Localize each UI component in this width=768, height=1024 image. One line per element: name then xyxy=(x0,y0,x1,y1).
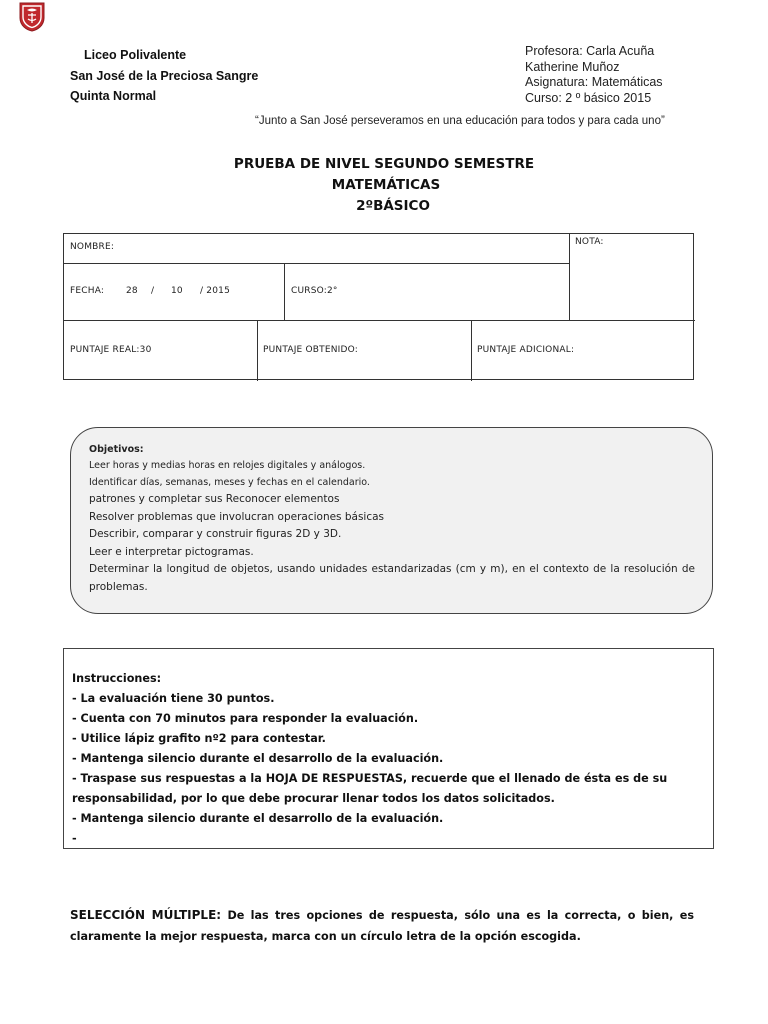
objective-item: patrones y completar sus Reconocer elementos xyxy=(89,493,340,505)
table-divider xyxy=(64,320,695,321)
date-year[interactable]: / 2015 xyxy=(200,286,230,296)
course-field[interactable]: CURSO:2° xyxy=(291,286,338,296)
exam-title-line2: MATEMÁTICAS xyxy=(331,177,441,193)
instruction-item: - Cuenta con 70 minutos para responder la evaluación. xyxy=(72,712,419,725)
instructions-box xyxy=(63,648,714,849)
school-motto: “Junto a San José perseveramos en una educación para todos y para cada uno” xyxy=(255,115,665,127)
obtained-score-field[interactable]: PUNTAJE OBTENIDO: xyxy=(263,345,359,355)
date-month[interactable]: 10 xyxy=(171,286,183,296)
instruction-item: - La evaluación tiene 30 puntos. xyxy=(72,692,275,705)
objective-item: Describir, comparar y construir figuras 2D y 3D. xyxy=(89,528,342,540)
school-line3: Quinta Normal xyxy=(70,89,157,103)
table-divider xyxy=(257,321,258,381)
school-name: Liceo Polivalente xyxy=(84,48,187,62)
date-field-label: FECHA: xyxy=(70,286,105,296)
school-crest-icon xyxy=(19,2,45,32)
multiple-choice-intro xyxy=(70,905,694,947)
name-field-label[interactable]: NOMBRE: xyxy=(70,242,115,252)
school-line2: San José de la Preciosa Sangre xyxy=(70,68,259,83)
table-divider xyxy=(284,263,285,321)
multiple-choice-text: De las tres opciones de respuesta, sólo una es la correcta, o bien, es claramente la mejor respuesta, marca con un círculo letra de la opción escogida. xyxy=(70,909,695,943)
teacher-line2: Katherine Muñoz xyxy=(525,59,620,74)
table-divider xyxy=(471,321,472,381)
exam-title xyxy=(0,154,768,217)
student-info-table xyxy=(63,233,694,380)
date-separator: / xyxy=(151,286,155,296)
exam-title-line3: 2ºBÁSICO xyxy=(356,198,430,214)
multiple-choice-label: SELECCIÓN MÚLTIPLE: xyxy=(70,908,222,922)
instruction-item: - Traspase sus respuestas a la HOJA DE RESPUESTAS, recuerde que el llenado de ésta es de su responsabilidad, por lo que debe procurar llenar todos los datos solicitados. xyxy=(72,772,668,805)
instruction-item: - Mantenga silencio durante el desarrollo de la evaluación. xyxy=(72,752,444,765)
school-info xyxy=(70,45,258,107)
instruction-item: - Mantenga silencio durante el desarrollo de la evaluación. xyxy=(72,812,444,825)
course-line: Curso: 2 º básico 2015 xyxy=(525,90,652,105)
instruction-item: - Utilice lápiz grafito nº2 para contestar. xyxy=(72,732,326,745)
date-day[interactable]: 28 xyxy=(126,286,138,296)
objective-item: Resolver problemas que involucran operaciones básicas xyxy=(89,510,385,523)
objective-item: Leer horas y medias horas en relojes digitales y análogos. xyxy=(89,460,366,471)
table-divider xyxy=(569,234,570,321)
objective-item: Determinar la longitud de objetos, usando unidades estandarizadas (cm y m), en el contexto de la resolución de problemas. xyxy=(89,563,695,593)
instruction-item: - xyxy=(72,832,77,845)
additional-score-field[interactable]: PUNTAJE ADICIONAL: xyxy=(477,345,575,355)
objectives-box xyxy=(70,427,713,614)
teacher-line1: Profesora: Carla Acuña xyxy=(525,44,655,58)
objective-item: Identificar días, semanas, meses y fechas en el calendario. xyxy=(89,476,370,488)
table-divider xyxy=(64,263,569,264)
grade-field-label[interactable]: NOTA: xyxy=(575,237,604,247)
exam-title-line1: PRUEBA DE NIVEL SEGUNDO SEMESTRE xyxy=(233,156,535,172)
real-score-field: PUNTAJE REAL:30 xyxy=(70,345,152,355)
subject-line: Asignatura: Matemáticas xyxy=(525,75,663,89)
objectives-title: Objetivos: xyxy=(89,444,144,455)
teacher-info xyxy=(525,44,663,106)
instructions-title: Instrucciones: xyxy=(72,672,162,685)
objective-item: Leer e interpretar pictogramas. xyxy=(89,545,254,558)
